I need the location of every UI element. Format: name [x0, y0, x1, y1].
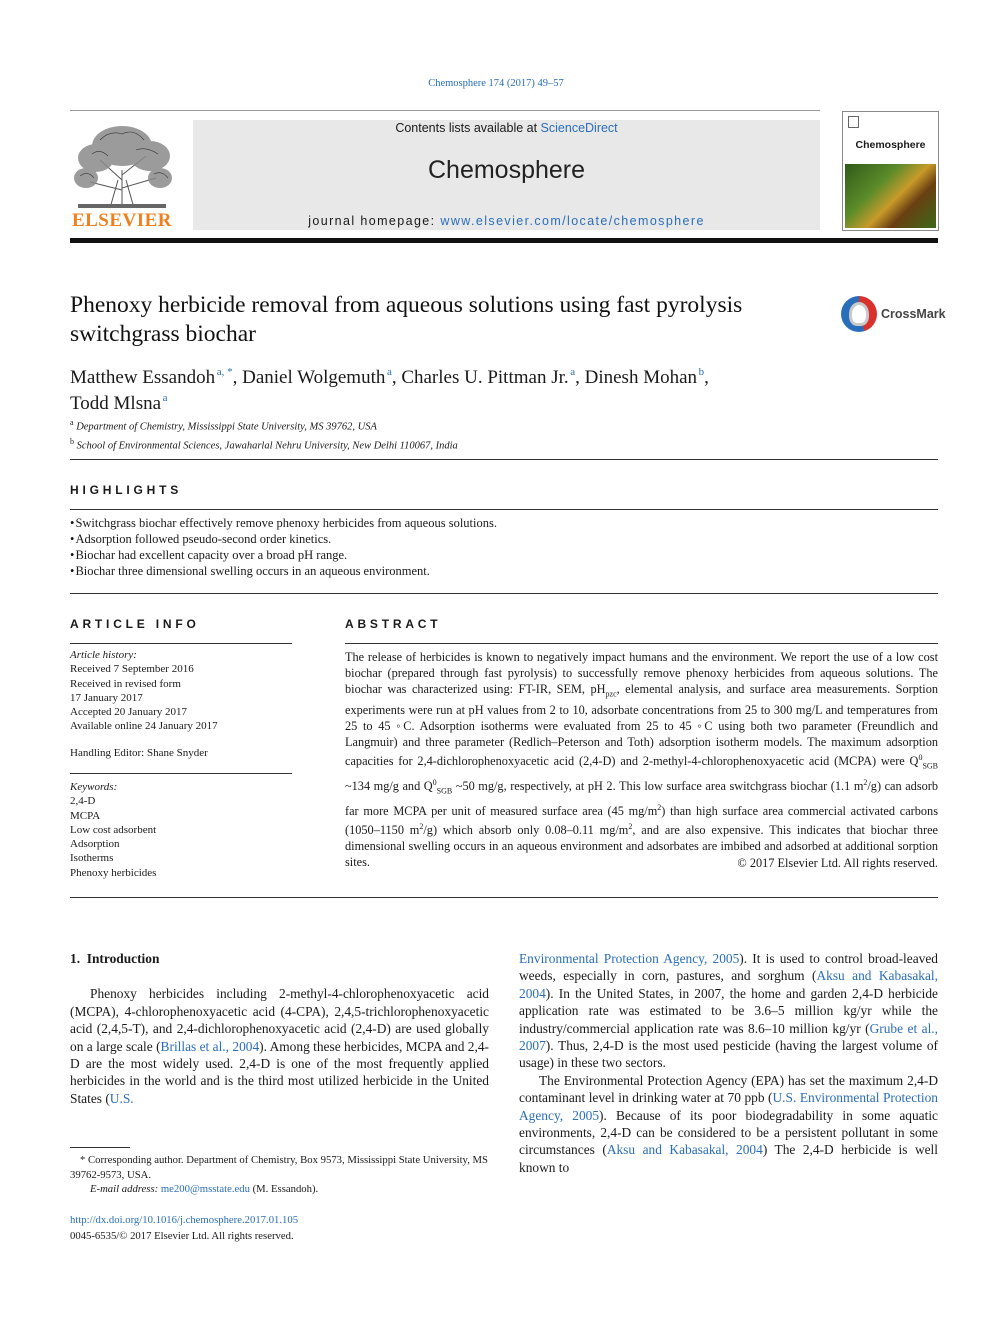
homepage-link[interactable]: www.elsevier.com/locate/chemosphere: [440, 214, 705, 228]
abstract-text: The release of herbicides is known to negatively impact humans and the environment. We report the use of a low cost biochar (prepared through fast pyrolysis) to successfully remove phenoxy herbicides from aqueous solutions. The biochar was characterized using: FT-IR, SEM, $pH_{pzc}$, elemental analysis, and surface area measurements. Sorption experiments were run at pH values from 2 to 10, adsorbate concentrations from 25 to 300 mg/L and temperatures from 25 to 45 ◦C. Adsorption isotherms were evaluated from 25 to 45 ◦C using both two parameter (Freundlich and Langmuir) and three parameter (Redlich–Peterson and Toth) adsorption isotherm models. The maximum adsorption capacities for 2,4-dichlorophenoxyacetic acid (2,4-D) and 2-methyl-4-chlorophenoxyacetic acid (MCPA) were $Q^0_{SGB}$ ~134 mg/g and $Q^0_{SGB}$ ~50 mg/g, respectively, at pH 2. This low surface area switchgrass biochar (1.1 $m^2/g$) can adsorb far more MCPA per unit of measured surface area (45 $mg/m^2$) than high surface area commercial activated carbons (1050–1150 $m^2/g$) which absorb only 0.08–0.11 $mg/m^2$, and are also expensive. This indicates that biochar three dimensional swelling occurs in an aqueous environment and adsorbates are imbibed and adsorbed at additional sorption sites.: [345, 650, 939, 869]
handling-editor: Handling Editor: Shane Snyder: [70, 746, 208, 759]
header-rule: [70, 110, 820, 111]
crossmark-icon: [841, 296, 877, 332]
author-affiliation-mark[interactable]: a: [570, 366, 576, 378]
divider: [70, 897, 938, 898]
article-info: [70, 648, 292, 760]
sciencedirect-link[interactable]: ScienceDirect: [540, 121, 618, 135]
abstract-heading: ABSTRACT: [345, 617, 442, 631]
article-info-heading: ARTICLE INFO: [70, 617, 200, 631]
keyword: 2,4-D: [70, 795, 96, 808]
highlight-item: • Switchgrass biochar effectively remove phenoxy herbicides from aqueous solutions.: [70, 516, 497, 530]
contents-prefix: Contents lists available at: [395, 121, 541, 135]
contents-line: [193, 121, 820, 135]
affiliations: [70, 416, 870, 453]
highlight-item: • Adsorption followed pseudo-second order kinetics.: [70, 532, 332, 546]
author-name[interactable]: Daniel Wolgemuth: [242, 367, 386, 388]
article-title: Phenoxy herbicide removal from aqueous solutions using fast pyrolysis switchgrass biochar: [70, 292, 743, 347]
history-item: Accepted 20 January 2017: [70, 706, 187, 719]
author-affiliation-mark[interactable]: a: [386, 366, 392, 378]
citation-link[interactable]: Brillas et al., 2004: [160, 1038, 260, 1054]
highlight-item: • Biochar had excellent capacity over a broad pH range.: [70, 548, 348, 562]
highlight-item: • Biochar three dimensional swelling occurs in an aqueous environment.: [70, 564, 430, 578]
citation-link[interactable]: U.S. Environmental Protection Agency, 2005: [519, 1090, 938, 1123]
issn-line: 0045-6535/© 2017 Elsevier Ltd. All rights reserved.: [70, 1230, 294, 1242]
abstract-copyright: © 2017 Elsevier Ltd. All rights reserved.: [737, 856, 938, 870]
elsevier-wordmark: ELSEVIER: [71, 210, 173, 231]
homepage-line: [193, 214, 820, 228]
history-item: 17 January 2017: [70, 691, 143, 704]
author-name[interactable]: Todd Mlsna: [70, 393, 162, 414]
body-right-column: [519, 950, 938, 1176]
crossmark-button[interactable]: [841, 296, 946, 336]
body-paragraph: Phenoxy herbicides including 2-methyl-4-chlorophenoxyacetic acid (MCPA), 4-chlorophenoxyacetic acid (4-CPA), 2,4,5-trichlorophenoxyacetic acid (2,4,5-T), and 2,4-dichlorophenoxyacetic acid (2,4-D) are used globally on a large scale (Brillas et al., 2004). Among these herbicides, MCPA and 2,4-D are the most widely used. 2,4-D is one of the most frequently applied herbicides in the world and is the third most utilized herbicide in the United States (U.S.: [70, 986, 489, 1106]
citation-link[interactable]: Environmental Protection Agency, 2005: [519, 951, 740, 966]
author-name[interactable]: Dinesh Mohan: [584, 367, 698, 388]
footnote-rule: [70, 1147, 130, 1148]
header-thick-rule: [70, 238, 938, 243]
divider: [345, 643, 938, 644]
history-item: Received in revised form: [70, 677, 181, 690]
journal-cover[interactable]: [842, 111, 939, 231]
keyword: MCPA: [70, 809, 101, 822]
divider: [70, 593, 938, 594]
affiliation-item: $^b$ School of Environmental Sciences, Jawaharlal Nehru University, New Delhi 110067, India: [70, 436, 458, 451]
divider: [70, 459, 938, 460]
highlights-list: [70, 515, 938, 579]
divider: [70, 643, 292, 644]
email-link[interactable]: me200@msstate.edu: [160, 1183, 250, 1195]
author-name[interactable]: Matthew Essandoh: [70, 367, 216, 388]
keywords-block: [70, 780, 292, 880]
keywords-label: Keywords:: [70, 781, 118, 793]
doi-link[interactable]: http://dx.doi.org/10.1016/j.chemosphere.2017.01.105: [70, 1214, 299, 1226]
body-paragraph: The Environmental Protection Agency (EPA) has set the maximum 2,4-D contaminant level in drinking water at 70 ppb (U.S. Environmental Protection Agency, 2005). Because of its poor biodegradability in some aquatic environments, 2,4-D can be considered to be a persistent pollutant in some circumstances (Aksu and Kabasakal, 2004) The 2,4-D herbicide is well known to: [519, 1072, 939, 1175]
body-paragraph: Environmental Protection Agency, 2005). It is used to control broad-leaved weeds, especially in corn, pastures, and sorghum (Aksu and Kabasakal, 2004). In the United States, in 2007, the home and garden 2,4-D herbicide application rate was estimated to be 3.6–5 million kg/yr while the industry/commercial application rate was 8.6–10 million kg/yr (Grube et al., 2007). Thus, 2,4-D is the most used pesticide (having the largest volume of usage) in these two sectors.: [519, 951, 939, 1071]
author-affiliation-mark[interactable]: a: [162, 392, 168, 404]
keyword: Isotherms: [70, 852, 114, 865]
highlights-heading: HIGHLIGHTS: [70, 483, 182, 497]
tree-icon: [70, 120, 174, 210]
citation-link[interactable]: Grube et al., 2007: [519, 1020, 938, 1054]
crossmark-label: CrossMark: [881, 307, 946, 321]
journal-reference[interactable]: Chemosphere 174 (2017) 49–57: [428, 78, 564, 89]
divider: [70, 509, 938, 510]
keyword: Phenoxy herbicides: [70, 866, 157, 879]
citation-link[interactable]: U.S.: [109, 1090, 134, 1106]
cover-title: Chemosphere: [855, 139, 926, 151]
body-left-column: [70, 950, 489, 1107]
author-list: Matthew Essandoh $^{a, *}$, Daniel Wolgemuth $^a$, Charles U. Pittman Jr. $^a$, Dinesh Mohan $^b$, Todd Mlsna $^a$: [70, 366, 709, 414]
affiliation-item: $^a$ Department of Chemistry, Mississippi State University, MS 39762, USA: [70, 418, 377, 433]
author-name[interactable]: Charles U. Pittman Jr.: [401, 367, 569, 388]
elsevier-logo: [70, 120, 174, 232]
cover-publisher-icon: [848, 116, 859, 128]
section-heading: 1. Introduction: [70, 951, 160, 966]
journal-name: Chemosphere: [427, 156, 586, 184]
homepage-prefix: journal homepage:: [308, 214, 441, 228]
history-item: Received 7 September 2016: [70, 663, 194, 676]
cover-image: [845, 164, 936, 228]
page-footer: [70, 1212, 490, 1244]
history-item: Available online 24 January 2017: [70, 720, 218, 733]
divider: [70, 773, 292, 774]
keyword: Low cost adsorbent: [70, 823, 157, 836]
citation-link[interactable]: Aksu and Kabasakal, 2004: [519, 968, 939, 1001]
footnote: * Corresponding author. Department of Chemistry, Box 9573, Mississippi State University, MS 39762-9573, USA. E-mail address: me200@msstate.edu (M. Essandoh).: [70, 1154, 488, 1195]
history-label: Article history:: [70, 649, 137, 661]
keyword: Adsorption: [70, 838, 120, 851]
author-affiliation-mark[interactable]: b: [698, 366, 705, 378]
author-affiliation-mark[interactable]: a, *: [216, 366, 233, 378]
citation-link[interactable]: Aksu and Kabasakal, 2004: [606, 1142, 763, 1158]
